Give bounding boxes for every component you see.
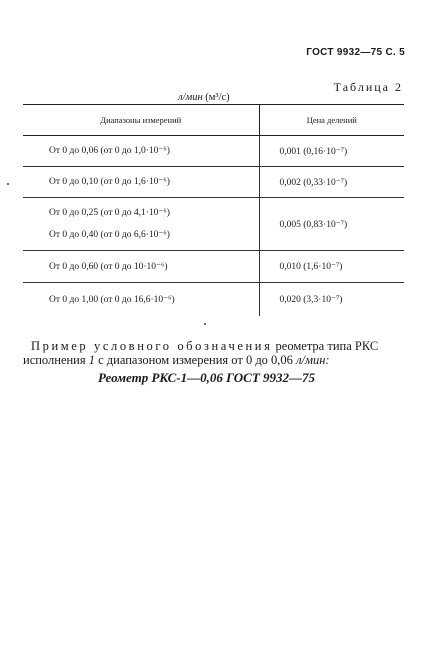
division-cell: 0,005 (0,83·10⁻⁷) <box>259 198 404 251</box>
division-cell: 0,001 (0,16·10⁻⁷) <box>259 136 404 167</box>
example-label: Пример условного обозначения <box>31 339 273 353</box>
col-header-range: Диапазоны измерений <box>23 105 259 136</box>
range-text: От 0 до 0,10 (от 0 до 1,6·10⁻⁶) <box>49 177 170 187</box>
table-row <box>23 136 404 167</box>
range-text: От 0 до 1,00 (от 0 до 16,6·10⁻⁶) <box>49 294 175 305</box>
example-text-2: с диапазоном измерения от 0 до 0,06 <box>98 353 293 367</box>
table-row <box>23 167 404 198</box>
scan-speck <box>204 323 206 325</box>
range-cell <box>23 198 259 251</box>
ranges-table <box>23 104 404 316</box>
division-cell: 0,002 (0,33·10⁻⁷) <box>259 167 404 198</box>
example-text-1: реометра типа РКС исполнения <box>23 339 379 367</box>
division-cell: 0,020 (3,3·10⁻⁷) <box>279 295 343 305</box>
example-unit: л/мин: <box>296 353 330 367</box>
table-row <box>23 198 404 251</box>
example-version-number: 1 <box>88 353 95 367</box>
col-header-division: Цена делений <box>259 105 404 136</box>
table-row <box>23 283 404 317</box>
division-cell: 0,010 (1,6·10⁻⁷) <box>259 251 404 283</box>
range-cell <box>23 251 259 283</box>
range-text: От 0 до 0,60 (от 0 до 10·10⁻⁶) <box>49 261 168 272</box>
table-caption: Таблица 2 <box>333 80 403 94</box>
range-text: От 0 до 0,06 (от 0 до 1,0·10⁻⁶) <box>49 146 170 156</box>
units-label <box>178 92 230 103</box>
example-designation: Реометр РКС-1—0,06 ГОСТ 9932—75 <box>98 370 316 385</box>
range-text: От 0 до 0,40 (от 0 до 6,6·10⁻⁶) <box>49 230 170 240</box>
scan-speck <box>7 183 9 185</box>
units-liters: л/мин <box>178 92 203 103</box>
table-row <box>23 251 404 283</box>
page-header: ГОСТ 9932—75 С. 5 <box>306 47 405 58</box>
units-si: (м³/с) <box>205 92 230 103</box>
range-cell <box>23 136 259 167</box>
example-paragraph <box>23 339 408 367</box>
range-cell <box>23 167 259 198</box>
range-text: От 0 до 0,25 (от 0 до 4,1·10⁻⁶) <box>49 208 170 218</box>
range-cell <box>23 283 259 317</box>
